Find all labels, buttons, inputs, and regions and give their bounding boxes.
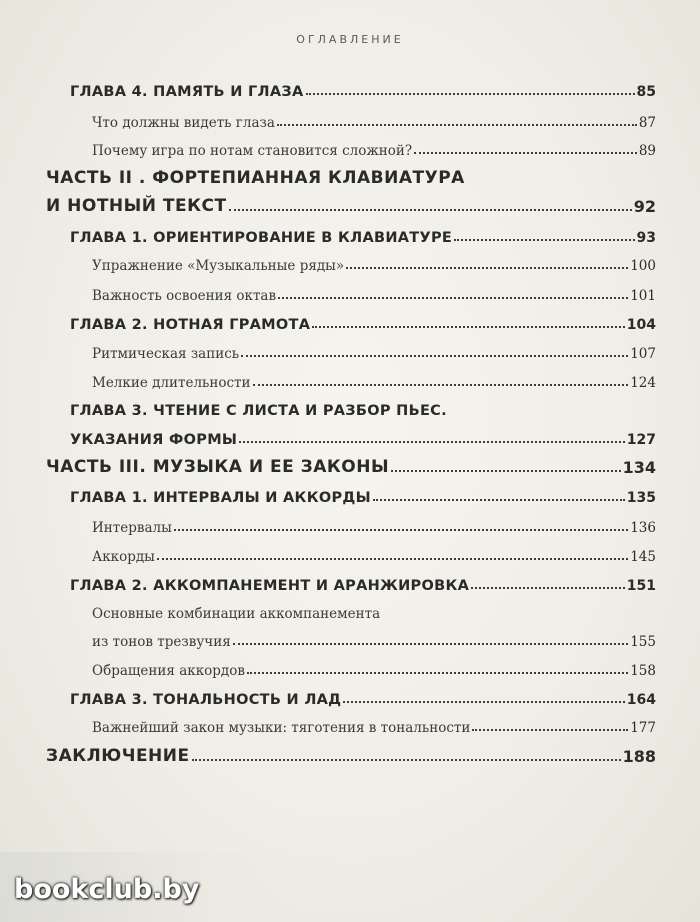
toc-entry [92,508,656,536]
dot-leader [241,355,628,357]
toc-entry-title: Почему игра по нотам становится сложной? [92,143,413,159]
toc-entry-title: Мелкие длительности [92,375,251,391]
toc-page-number: 124 [630,375,656,391]
toc-entry [92,131,656,159]
toc-entry [92,334,656,362]
toc-entry [92,594,380,622]
toc-page-number: 101 [630,288,656,304]
dot-leader [454,239,634,241]
toc-entry-title: ГЛАВА 4. ПАМЯТЬ И ГЛАЗА [70,84,304,100]
toc-page-number: 151 [626,578,656,594]
toc-entry-title: ГЛАВА 1. ИНТЕРВАЛЫ И АККОРДЫ [70,490,371,506]
dot-leader [247,672,628,674]
toc-entry-title: ЧАСТЬ II . ФОРТЕПИАННАЯ КЛАВИАТУРА [46,168,465,188]
toc-entry-title: Основные комбинации аккомпанемента [92,606,381,622]
toc-page-number: 188 [622,747,656,766]
toc-entry-title: ГЛАВА 2. АККОМПАНЕМЕНТ И АРАНЖИРОВКА [70,578,470,594]
toc-page-number: 134 [622,458,656,477]
dot-leader [306,93,635,95]
toc-entry [92,622,656,650]
toc-entry [92,651,656,679]
toc-page-number: 92 [633,197,656,216]
toc-entry [46,188,656,216]
toc-entry-title: УКАЗАНИЯ ФОРМЫ [70,432,238,448]
toc-entry-title: ГЛАВА 3. ТОНАЛЬНОСТЬ И ЛАД [70,692,342,708]
toc-entry-title: Важнейший закон музыки: тяготения в тональности [92,720,471,736]
toc-entry-title: Важность освоения октав [92,288,277,304]
watermark [0,852,300,922]
toc-page-number: 158 [630,663,656,679]
toc-entry-title: И НОТНЫЙ ТЕКСТ [46,196,227,216]
toc-entry-title: ЧАСТЬ III. МУЗЫКА И ЕЕ ЗАКОНЫ [46,457,390,477]
toc-page-number: 135 [626,490,656,506]
dot-leader [229,209,632,211]
toc-page-number: 177 [630,720,656,736]
toc-entry [70,72,656,100]
toc-entry [70,218,656,246]
toc-entry-title: Ритмическая запись [92,346,240,362]
toc-entry-title: ГЛАВА 1. ОРИЕНТИРОВАНИЕ В КЛАВИАТУРЕ [70,230,453,246]
dot-leader [312,326,625,328]
toc-page-number: 127 [626,432,656,448]
toc-page-number: 164 [626,692,656,708]
dot-leader [471,587,625,589]
dot-leader [346,267,628,269]
toc-entry [46,449,656,477]
dot-leader [278,297,628,299]
dot-leader [239,441,625,443]
toc-entry [70,566,656,594]
toc-entry [46,160,465,188]
toc-page-number: 100 [630,258,656,274]
dot-leader [391,470,620,472]
page-header: ОГЛАВЛЕНИЕ [296,33,404,46]
toc-entry [92,708,656,736]
toc-entry [92,103,656,131]
toc-entry-title: из тонов трезвучия [92,634,231,650]
toc-page-number: 104 [626,317,656,333]
dot-leader [253,384,629,386]
toc-page-number: 89 [638,143,656,159]
dot-leader [373,499,625,501]
toc-entry [46,738,656,766]
toc-entry-title: Обращения аккордов [92,663,245,679]
toc-entry-title: Интервалы [92,520,172,536]
dot-leader [192,759,621,761]
dot-leader [233,643,629,645]
dot-leader [174,529,628,531]
toc-entry [92,246,656,274]
toc-page-number: 145 [630,549,656,565]
toc-entry-title: Что должны видеть глаза [92,115,275,131]
toc-entry [70,391,447,419]
toc-page-number: 107 [630,346,656,362]
toc-page-number: 93 [636,230,656,246]
dot-leader [414,152,637,154]
dot-leader [157,558,628,560]
toc-entry-title: Аккорды [92,549,155,565]
toc-entry [70,680,656,708]
toc-entry [92,276,656,304]
toc-page-number: 87 [638,115,656,131]
toc-entry [92,537,656,565]
dot-leader [277,124,637,126]
watermark-text: bookclub.by [14,874,200,905]
toc-entry-title: Упражнение «Музыкальные ряды» [92,258,345,274]
toc-entry-title: ГЛАВА 3. ЧТЕНИЕ С ЛИСТА И РАЗБОР ПЬЕС. [70,403,447,419]
toc-page-number: 85 [636,84,656,100]
toc-entry [70,478,656,506]
dot-leader [472,729,628,731]
toc-page-number: 136 [630,520,656,536]
toc-entry [92,363,656,391]
toc-entry-title: ЗАКЛЮЧЕНИЕ [46,746,190,766]
toc-entry [70,305,656,333]
toc-entry-title: ГЛАВА 2. НОТНАЯ ГРАМОТА [70,317,311,333]
toc-entry [70,420,656,448]
dot-leader [343,701,624,703]
toc-page-number: 155 [630,634,656,650]
